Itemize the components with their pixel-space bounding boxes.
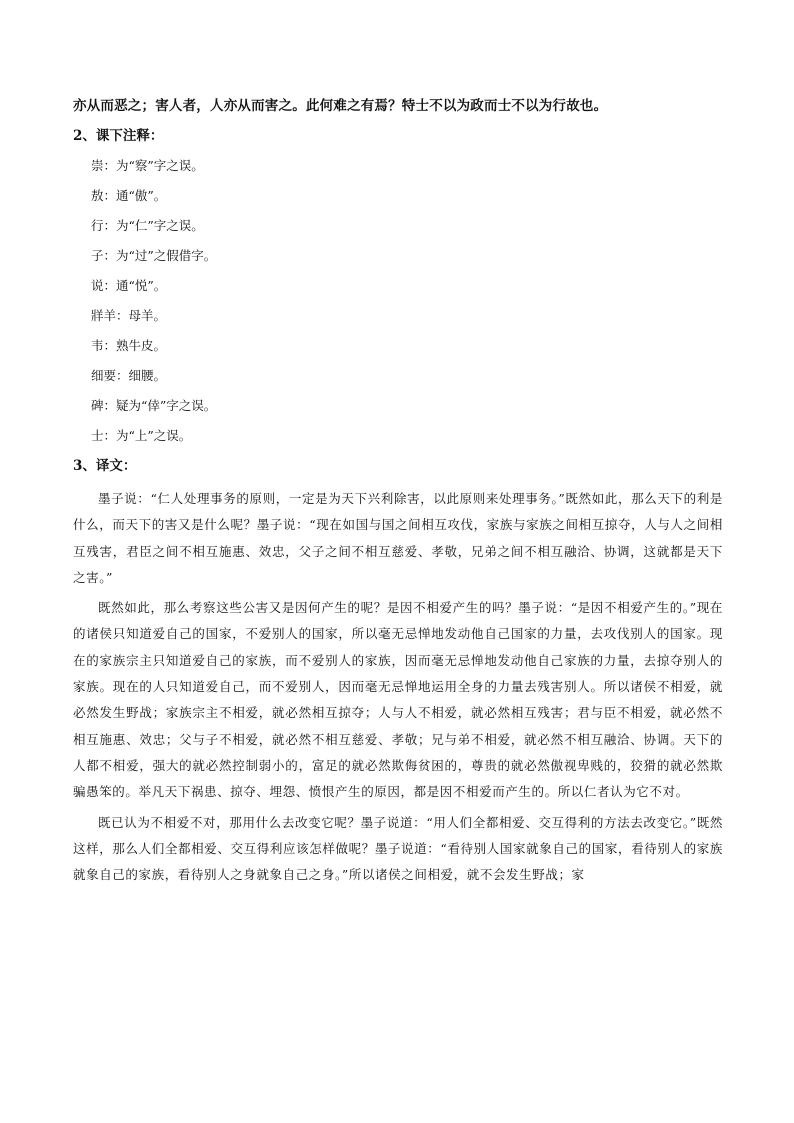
annotation-item: 牂羊：母羊。 (91, 308, 167, 323)
section-2-heading: 2、课下注释： (73, 128, 164, 144)
annotation-item: 敖：通“傲”。 (91, 188, 167, 203)
translation-paragraph: 墨子说：“仁人处理事务的原则，一定是为天下兴利除害，以此原则来处理事务。”既然如此，那么天下的利是什么，而天下的害又是什么呢？墨子说：“现在如国与国之间相互攻伐，家族与家族之间相互掠夺，人与人之间相互残害，君臣之间不相互施惠、效忠，父子之间不相互慈爱、孝敬，兄弟之间不相互融洽、协调，这就都是天下之害。” (73, 491, 723, 585)
annotation-item: 行：为“仁”字之误。 (91, 218, 204, 233)
translation-paragraph: 既然如此，那么考察这些公害又是因何产生的呢？是因不相爱产生的吗？墨子说：“是因不相爱产生的。”现在的诸侯只知道爱自己的国家，不爱别人的国家，所以毫无忌惮地发动他自己国家的力量，去攻伐别人的国家。现在的家族宗主只知道爱自己的家族，而不爱别人的家族，因而毫无忌惮地发动他自己家族的力量，去掠夺别人的家族。现在的人只知道爱自己，而不爱别人，因而毫无忌惮地运用全身的力量去残害别人。所以诸侯不相爱，就必然发生野战；家族宗主不相爱，就必然相互掠夺；人与人不相爱，就必然相互残害；君与臣不相爱，就必然不相互施惠、效忠；父与子不相爱，就必然不相互慈爱、孝敬；兄与弟不相爱，就必然不相互融洽、协调。天下的人都不相爱，强大的就必然控制弱小的，富足的就必然欺侮贫困的，尊贵的就必然傲视卑贱的，狡猾的就必然欺骗愚笨的。举凡天下祸患、掠夺、埋怨、愤恨产生的原因，都是因不相爱而产生的。所以仁者认为它不对。 (73, 600, 723, 800)
continued-text-line: 亦从而恶之；害人者，人亦从而害之。此何难之有焉？特士不以为政而士不以为行故也。 (73, 98, 608, 114)
translation-paragraph: 既已认为不相爱不对，那用什么去改变它呢？墨子说道：“用人们全都相爱、交互得利的方法去改变它。”既然这样，那么人们全都相爱、交互得利应该怎样做呢？墨子说道：“看待别人国家就象自己的国家，看待别人的家族就象自己的家族，看待别人之身就象自己之身。”所以诸侯之间相爱，就不会发生野战；家 (73, 814, 723, 883)
annotation-item: 韦：熟牛皮。 (91, 338, 167, 353)
annotation-item: 子：为“过”之假借字。 (91, 248, 217, 263)
annotation-item: 士：为“上”之误。 (91, 428, 192, 443)
annotation-item: 细要：细腰。 (91, 368, 167, 383)
annotation-item: 崇：为“察”字之误。 (91, 158, 204, 173)
annotation-item: 碑：疑为“倖”字之误。 (91, 398, 217, 413)
annotation-list (73, 156, 723, 446)
document-page (73, 96, 723, 892)
section-3-heading: 3、译文： (73, 458, 137, 474)
annotation-item: 说：通“悦”。 (91, 278, 167, 293)
